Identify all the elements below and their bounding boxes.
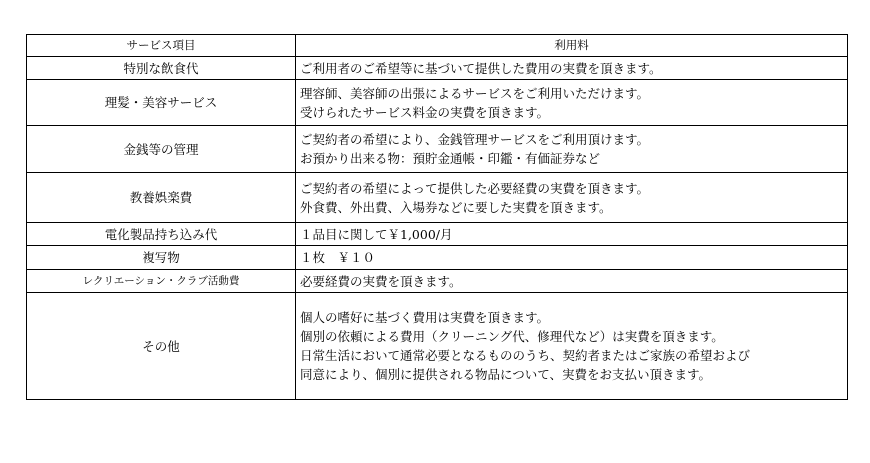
fee-description	[296, 173, 848, 223]
fee-line: ご契約者の希望により、金銭管理サービスをご利用頂けます。	[300, 132, 650, 147]
service-name: レクリエーション・クラブ活動費	[27, 270, 296, 293]
fee-line: お預かり出来る物：預貯金通帳・印鑑・有価証券など	[300, 151, 601, 166]
table-row	[27, 173, 848, 223]
service-name: 電化製品持ち込み代	[27, 223, 296, 246]
fee-line: 日常生活において通常必要となるもののうち、契約者またはご家族の希望および	[300, 348, 751, 363]
header-row	[27, 35, 848, 57]
fee-line: 個別の依頼による費用（クリーニング代、修理代など）は実費を頂きます。	[300, 329, 724, 344]
fee-description	[296, 293, 848, 400]
fee-description	[296, 57, 848, 80]
fee-line: ご利用者のご希望等に基づいて提供した費用の実費を頂きます。	[300, 60, 662, 76]
fee-line: １枚 ￥１０	[300, 250, 376, 265]
fee-description	[296, 270, 848, 293]
service-name: 特別な飲食代	[27, 57, 296, 80]
table-row	[27, 270, 848, 293]
table-row	[27, 126, 848, 173]
header-fee: 利用料	[296, 35, 848, 57]
fee-description	[296, 223, 848, 246]
service-name: その他	[27, 293, 296, 400]
fee-line: １品目に関して￥1,000/月	[300, 226, 453, 242]
fee-description	[296, 246, 848, 270]
service-name: 複写物	[27, 246, 296, 270]
fee-line: 受けられたサービス料金の実費を頂きます。	[300, 104, 550, 120]
fee-line: 理容師、美容師の出張によるサービスをご利用いただけます。	[300, 85, 650, 101]
fee-table	[26, 34, 848, 400]
table-row	[27, 293, 848, 400]
fee-line: ご契約者の希望によって提供した必要経費の実費を頂きます。	[300, 180, 650, 196]
fee-line: 外食費、外出費、入場券などに要した実費を頂きます。	[300, 199, 612, 215]
fee-description	[296, 80, 848, 126]
fee-line: 同意により、個別に提供される物品について、実費をお支払い頂きます。	[300, 367, 712, 382]
table-row	[27, 246, 848, 270]
table-row	[27, 80, 848, 126]
fee-description	[296, 126, 848, 173]
table-row	[27, 223, 848, 246]
fee-line: 個人の嗜好に基づく費用は実費を頂きます。	[300, 310, 550, 325]
table-row	[27, 57, 848, 80]
service-name: 教養娯楽費	[27, 173, 296, 223]
header-service-item: サービス項目	[27, 35, 296, 57]
service-name: 金銭等の管理	[27, 126, 296, 173]
fee-line: 必要経費の実費を頂きます。	[300, 273, 462, 289]
service-name: 理髪・美容サービス	[27, 80, 296, 126]
